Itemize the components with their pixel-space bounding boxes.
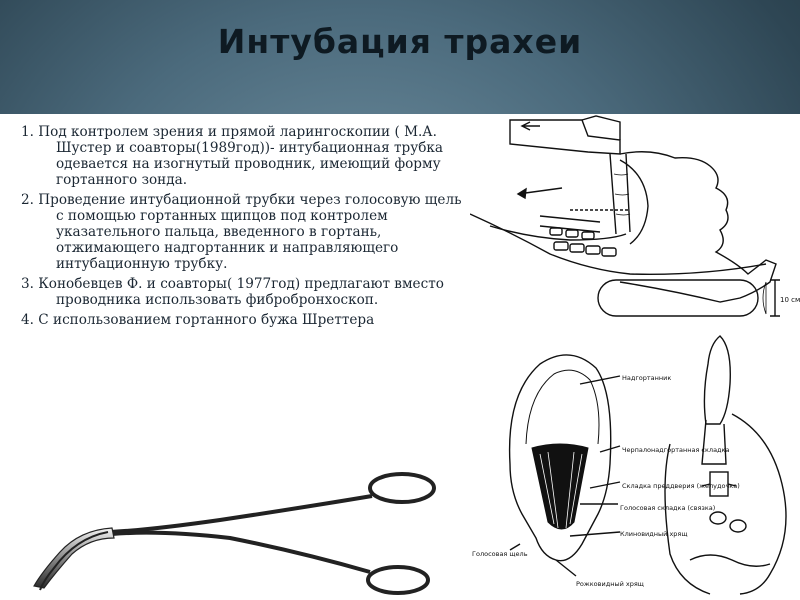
label-vocal-fold: Голосовая складка (связка) [620,504,716,512]
larynx-drawing [470,324,800,600]
points-list [0,114,470,328]
point-3: 3. Конобевцев Ф. и соавторы( 1977год) предлагают вместо проводника использовать фибробронхоскоп. [21,276,444,308]
label-glottis: Голосовая щель [472,550,528,558]
label-vestibular-fold: Складка преддверия (желудочка) [622,482,740,490]
airway-drawing [470,114,800,324]
label-cuneiform: Клиновидный хрящ [620,530,688,538]
point-2: 2. Проведение интубационной трубки через голосовую щель с помощью гортанных щипцов под контролем указательного пальца, введенного в гортань, отжимающего надгортанник и направляющего интубационную трубку. [21,192,462,272]
label-aryepiglottic-fold: Черпалонадгортанная складка [622,446,730,454]
larynx-figure [470,324,800,600]
point-4: 4. С использованием гортанного бужа Шреттера [21,312,375,328]
forceps-tip [702,420,726,464]
forceps-ring-upper [370,474,434,502]
scale-label: 10 см [780,296,800,304]
head-pillow [598,280,758,316]
panel-divider [470,324,800,325]
forceps-figure [0,468,470,600]
text-panel [0,114,470,468]
label-epiglottis: Надгортанник [622,374,672,382]
slide-title: Интубация трахеи [217,22,583,61]
face-outline [732,414,786,594]
airway-figure [470,114,800,324]
cervical-vertebrae [550,228,616,256]
point-1: 1. Под контролем зрения и прямой ларингоскопии ( М.А. Шустер и соавторы(1989год))- интубационная трубка одевается на изогнутый проводник, имеющий форму гортанного зонда. [21,124,444,188]
label-corniculate: Рожковидный хрящ [576,580,644,588]
finger-shape [704,336,730,424]
laryngoscope-blade [510,120,620,154]
forceps-ring-lower [368,567,428,593]
forceps-drawing [0,468,470,600]
